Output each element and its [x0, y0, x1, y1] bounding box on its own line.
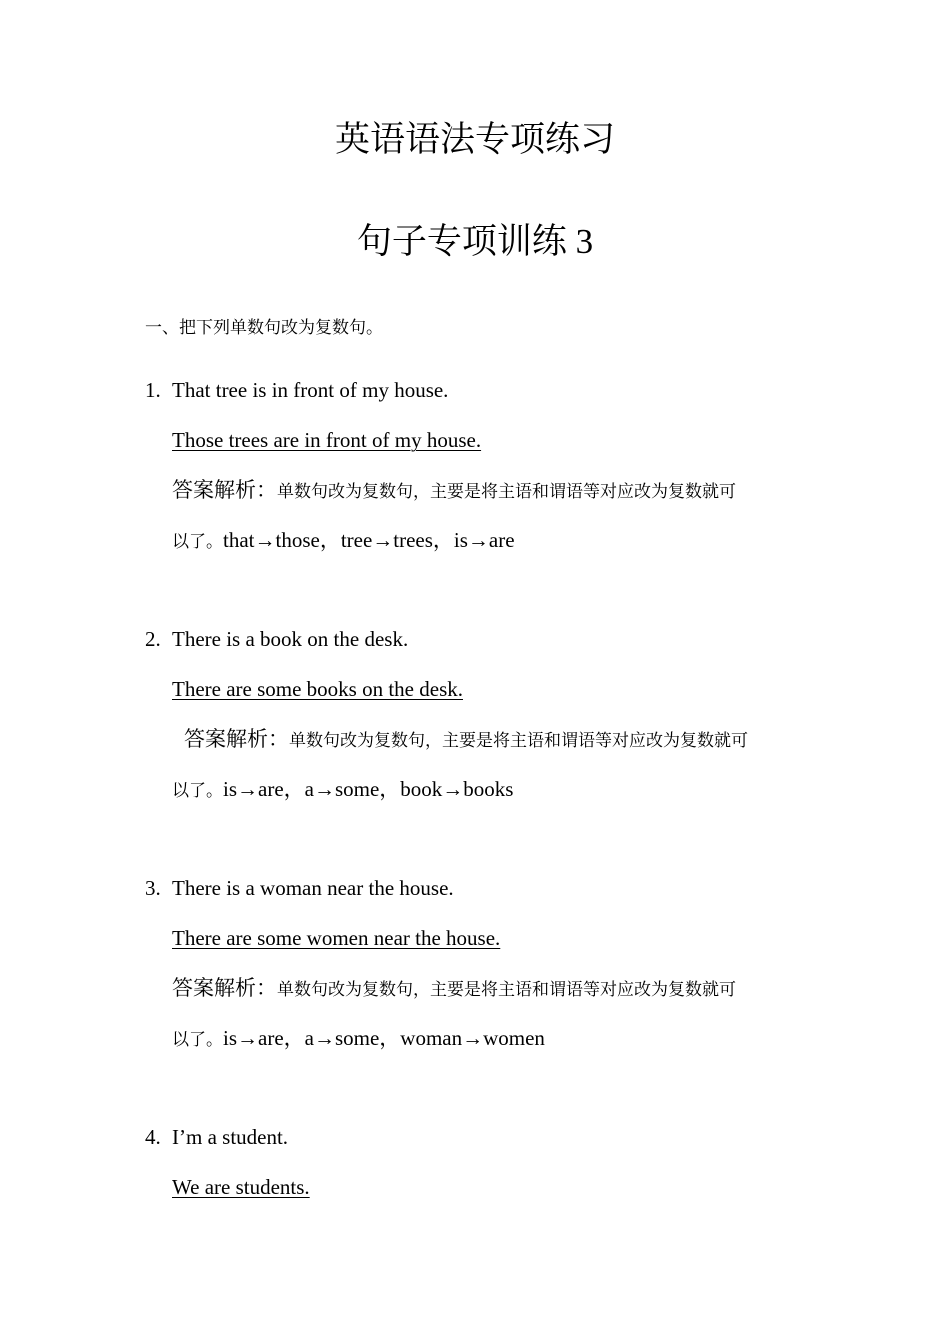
explanation-continued	[172, 776, 513, 804]
explanation-text: 单数句改为复数句，主要是将主语和谓语等对应改为复数就可	[277, 482, 736, 501]
document-title: 英语语法专项练习	[334, 120, 615, 159]
explanation-cont-text: is→are，a→some，book→books	[223, 777, 514, 801]
explanation-text: 单数句改为复数句，主要是将主语和谓语等对应改为复数就可	[277, 980, 736, 999]
document-subtitle: 句子专项训练 3	[356, 222, 594, 261]
explanation-text: 单数句改为复数句，主要是将主语和谓语等对应改为复数就可	[289, 731, 748, 750]
explanation	[172, 975, 736, 1003]
explanation-cont-cn: 以了。	[172, 1030, 223, 1049]
answer-text: There are some women near the house.	[172, 926, 501, 950]
question-text: I’m a student.	[172, 1125, 289, 1149]
explanation-cont-cn: 以了。	[172, 532, 223, 551]
explanation-cont-text: is→are，a→some，woman→women	[223, 1026, 545, 1050]
answer-text: There are some books on the desk.	[172, 677, 463, 701]
explanation-cont-text: that→those，tree→trees，is→are	[223, 528, 515, 552]
explanation	[172, 477, 736, 505]
explanation	[184, 726, 748, 754]
question-text: There is a book on the desk.	[172, 627, 409, 651]
question-text: That tree is in front of my house.	[172, 378, 449, 402]
explanation-continued	[172, 527, 515, 555]
answer-text: Those trees are in front of my house.	[172, 428, 482, 452]
explanation-label: 答案解析：	[184, 727, 289, 751]
section-heading: 一、把下列单数句改为复数句。	[145, 318, 383, 337]
answer-text: We are students.	[172, 1175, 310, 1199]
item-number: 3.	[145, 876, 161, 900]
explanation-label: 答案解析：	[172, 976, 277, 1000]
item-number: 2.	[145, 627, 161, 651]
explanation-cont-cn: 以了。	[172, 781, 223, 800]
explanation-label: 答案解析：	[172, 478, 277, 502]
item-number: 4.	[145, 1125, 161, 1149]
item-number: 1.	[145, 378, 161, 402]
question-text: There is a woman near the house.	[172, 876, 454, 900]
explanation-continued	[172, 1025, 545, 1053]
